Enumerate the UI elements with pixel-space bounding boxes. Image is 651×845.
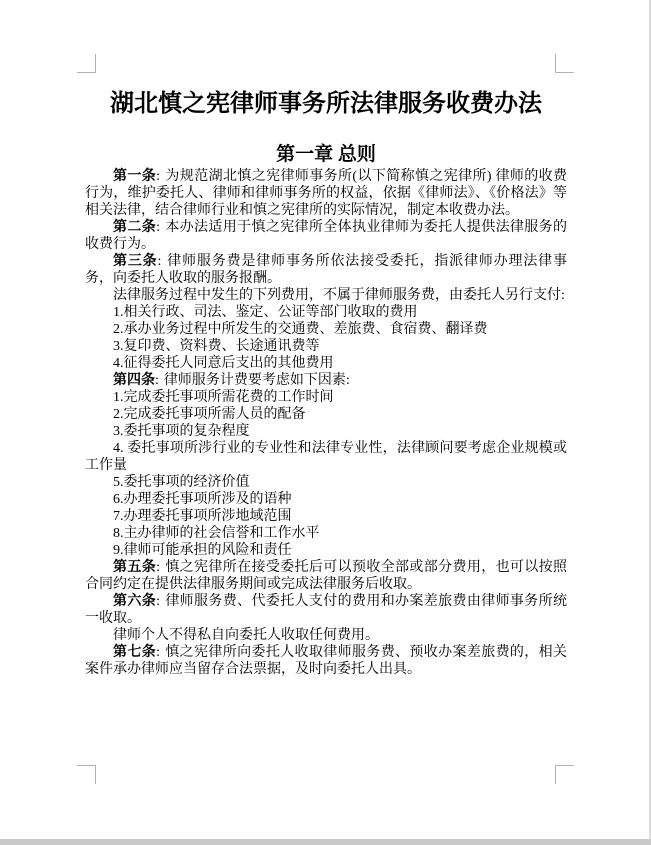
article-7-label: 第七条	[113, 645, 157, 660]
article-6-extra: 律师个人不得私自向委托人收取任何费用。	[113, 628, 379, 643]
article-1-label: 第一条	[113, 169, 157, 184]
margin-crop-mark-top-left	[77, 54, 96, 73]
list-item: 8.主办律师的社会信誉和工作水平	[113, 526, 320, 541]
article-1-paragraph	[85, 168, 567, 219]
page-bottom-edge	[0, 839, 651, 845]
margin-crop-mark-bottom-left	[77, 765, 96, 784]
list-item: 1.相关行政、司法、鉴定、公证等部门收取的费用	[113, 305, 418, 320]
article-3-label: 第三条	[113, 254, 158, 269]
article-4-text: 律师服务计费要考虑如下因素:	[163, 373, 350, 388]
margin-crop-mark-bottom-right	[555, 765, 574, 784]
article-label-separator: :	[157, 254, 162, 269]
article-6-text: 律师服务费、代委托人支付的费用和办案差旅费由律师事务所统一收取。	[85, 594, 568, 626]
list-item: 1.完成委托事项所需花费的工作时间	[113, 390, 334, 405]
article-7-text: 慎之宪律所向委托人收取律师服务费、预收办案差旅费的，相关案件承办律师应当留存合法票据，及时向委托人出具。	[85, 645, 568, 677]
article-4-label: 第四条	[113, 373, 155, 388]
article-1-text: 为规范湖北慎之宪律师事务所(以下简称慎之宪律所) 律师的收费行为，维护委托人、律师和律师事务所的权益，依据《律师法》、《价格法》等相关法律，结合律师行业和慎之宪律所的实际情况，制定本收费办法。	[85, 169, 567, 218]
list-item: 2.承办业务过程中所发生的交通费、差旅费、食宿费、翻译费	[113, 322, 488, 337]
article-5-label: 第五条	[113, 560, 157, 575]
article-2-label: 第二条	[113, 220, 157, 235]
margin-crop-mark-top-right	[555, 54, 574, 73]
article-5-paragraph	[85, 559, 567, 593]
document-content	[85, 85, 567, 678]
article-3-text: 律师服务费是律师事务所依法接受委托，指派律师办理法律事务，向委托人收取的服务报酬。	[85, 254, 568, 286]
list-item: 2.完成委托事项所需人员的配备	[113, 407, 306, 422]
article-2-text: 本办法适用于慎之宪律所全体执业律师为委托人提供法律服务的收费行为。	[85, 220, 568, 252]
list-item: 7.办理委托事项所涉地域范围	[113, 509, 292, 524]
article-3-note: 法律服务过程中发生的下列费用，不属于律师服务费，由委托人另行支付:	[113, 288, 565, 303]
list-item: 3.复印费、资料费、长途通讯费等	[113, 339, 320, 354]
list-item: 3.委托事项的复杂程度	[113, 424, 250, 439]
article-label-separator: :	[156, 169, 161, 184]
article-3-paragraph	[85, 253, 567, 287]
list-item: 4. 委托事项所涉行业的专业性和法律专业性，法律顾问要考虑企业规模或工作量	[85, 441, 567, 473]
list-item: 9.律师可能承担的风险和责任	[113, 543, 292, 558]
list-item: 6.办理委托事项所涉及的语种	[113, 492, 292, 507]
list-item: 5.委托事项的经济价值	[113, 475, 250, 490]
article-label-separator: :	[156, 220, 160, 235]
article-2-paragraph	[85, 219, 567, 253]
list-item: 4.征得委托人同意后支出的其他费用	[113, 356, 334, 371]
article-label-separator: :	[156, 560, 160, 575]
document-title: 湖北慎之宪律师事务所法律服务收费办法	[110, 91, 542, 117]
article-label-separator: :	[156, 594, 160, 609]
chapter-heading: 第一章 总则	[276, 144, 376, 165]
article-4-paragraph	[85, 372, 567, 389]
article-6-label: 第六条	[113, 594, 157, 609]
article-7-paragraph	[85, 644, 567, 678]
article-6-paragraph	[85, 593, 567, 627]
article-label-separator: :	[156, 645, 160, 660]
article-5-text: 慎之宪律所在接受委托后可以预收全部或部分费用，也可以按照合同约定在提供法律服务期间或完成法律服务后收取。	[85, 560, 568, 592]
article-label-separator: :	[155, 373, 159, 388]
